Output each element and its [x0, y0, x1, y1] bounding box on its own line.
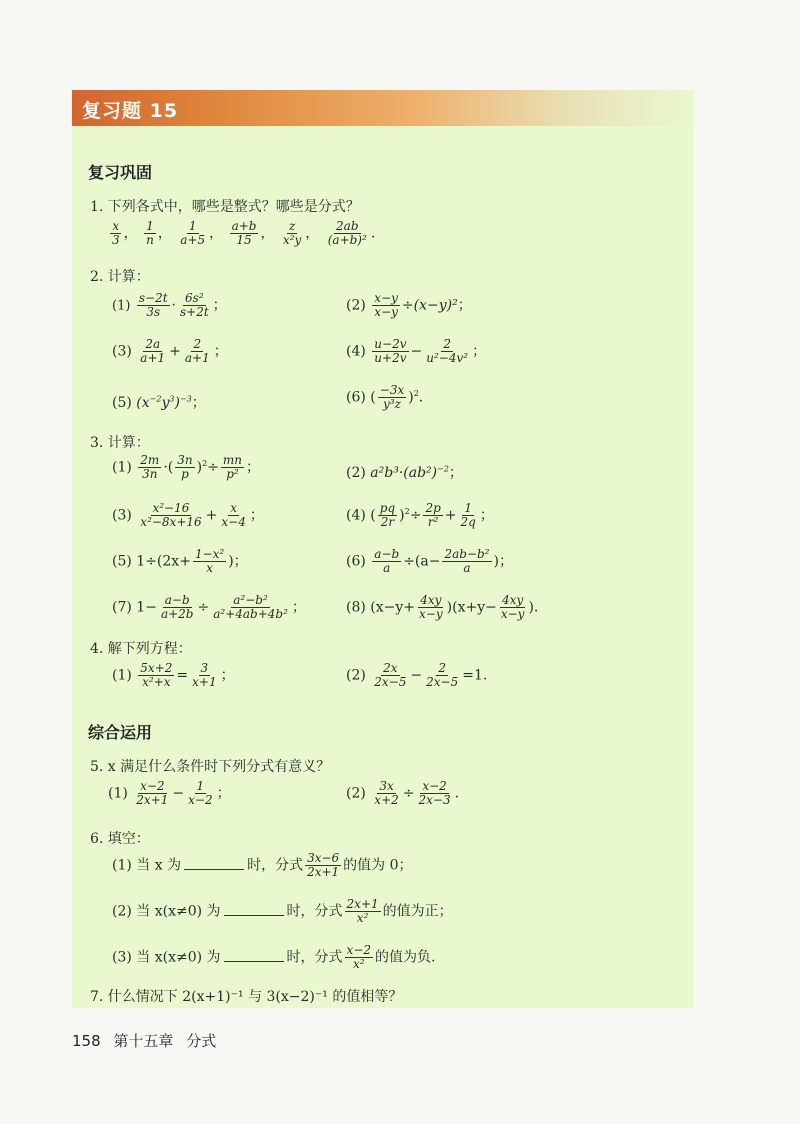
q2-item-4: (4) $\frac{u-2v}{u+2v}$ − $\frac{2}{\text{u²−4v²}}$ ； [346, 337, 487, 366]
chapter-title: 分式 [186, 1032, 217, 1050]
q3-item-4: (4) ( $\frac{pq}{2r}$ )$^2$÷ $\frac{2p}{\text{r²}}$ + $\frac{1}{2q}$ ； [346, 501, 494, 530]
question-4-stem: 4. 解下列方程： [90, 641, 192, 657]
q2-item-5: (5) $(x^{-2}y^3)^{-3}$； [112, 394, 206, 411]
q3-item-3: (3) $\frac{\text{x²−16}}{\text{x²−8x+16}}$ + $\frac{x}{x-4}$ ； [112, 501, 264, 530]
q5-item-2: (2) $\frac{3x}{x+2}$ ÷ $\frac{x-2}{2x-3}$ . [346, 779, 460, 808]
answer-blank[interactable] [224, 903, 284, 916]
q4-item-2: (2) $\frac{2x}{2x-5}$ − $\frac{2}{2x-5}$ =1. [346, 661, 488, 690]
q6-line-2: (2) 当 x(x≠0) 为 时，分式 $\frac{2x+1}{\text{x²}}$ 的值为正； [112, 897, 453, 926]
question-5-stem: 5. x 满足什么条件时下列分式有意义？ [90, 759, 331, 775]
q3-item-7: (7) 1− $\frac{a-b}{a+2b}$ ÷ $\frac{\text{a²−b²}}{\text{a²+4ab+4b²}}$ ； [112, 593, 306, 622]
section-heading-apply: 综合运用 [88, 723, 153, 742]
chapter-label: 第十五章 [113, 1032, 174, 1050]
page-number: 158 [72, 1032, 101, 1050]
question-2-stem: 2. 计算： [90, 269, 150, 285]
question-3-stem: 3. 计算： [90, 435, 150, 451]
question-1-expressions: $\frac{x}{3}$ ， $\frac{1}{n}$ ， $\frac{1}{a+5}$ ， $\frac{a+b}{15}$ ， $\frac{z}{\text{x²y}}$ ， $\frac{2ab}{\text{(a+b)²}}$ . [112, 219, 376, 248]
q6-line-1: (1) 当 x 为 时，分式 $\frac{3x-6}{2x+1}$ 的值为 0； [112, 851, 413, 880]
q2-item-3: (3) $\frac{2a}{a+1}$ + $\frac{2}{a+1}$ ； [112, 337, 228, 366]
question-7-stem: 7. 什么情况下 2(x+1)⁻¹ 与 3(x−2)⁻¹ 的值相等？ [90, 989, 403, 1005]
q3-item-5: (5) 1÷(2x+ $\frac{\text{1−x²}}{x}$ )； [112, 547, 248, 576]
answer-blank[interactable] [184, 857, 244, 870]
q3-item-2: (2) $a^2b^3\cdot(ab^2)^{-2}$； [346, 464, 463, 481]
q2-item-2: (2) $\frac{x-y}{x-y}$ ÷(x−y)²； [346, 291, 472, 320]
q5-item-1: (1) $\frac{x-2}{2x+1}$ − $\frac{1}{x-2}$ ； [108, 779, 231, 808]
section-heading-review: 复习巩固 [88, 163, 153, 182]
question-1-stem: 1. 下列各式中，哪些是整式？哪些是分式？ [90, 199, 360, 215]
q6-line-3: (3) 当 x(x≠0) 为 时，分式 $\frac{x-2}{\text{x²}}$ 的值为负. [112, 943, 436, 972]
q3-item-1: (1) $\frac{2m}{3n}$ ·( $\frac{3n}{p}$ )$^2$÷ $\frac{mn}{\text{p²}}$ ； [112, 453, 261, 482]
question-6-stem: 6. 填空： [90, 831, 150, 847]
q4-item-1: (1) $\frac{5x+2}{\text{x²+x}}$ = $\frac{3}{x+1}$ ； [112, 661, 235, 690]
page-footer [72, 1030, 216, 1051]
q3-item-8: (8) (x−y+ $\frac{4xy}{x-y}$ )(x+y− $\frac{4xy}{x-y}$ ). [346, 593, 539, 622]
q3-item-6: (6) $\frac{a-b}{a}$ ÷(a− $\frac{\text{2ab−b²}}{a}$ )； [346, 547, 513, 576]
answer-blank[interactable] [224, 949, 284, 962]
banner-title: 复习题 15 [82, 100, 179, 122]
q2-item-6: (6) ( $\frac{-3x}{\text{y³z}}$ )$^2$. [346, 383, 424, 412]
q2-item-1: (1) $\frac{s-2t}{3s}$ · $\frac{\text{6s²}}{s+2t}$ ； [112, 291, 227, 320]
